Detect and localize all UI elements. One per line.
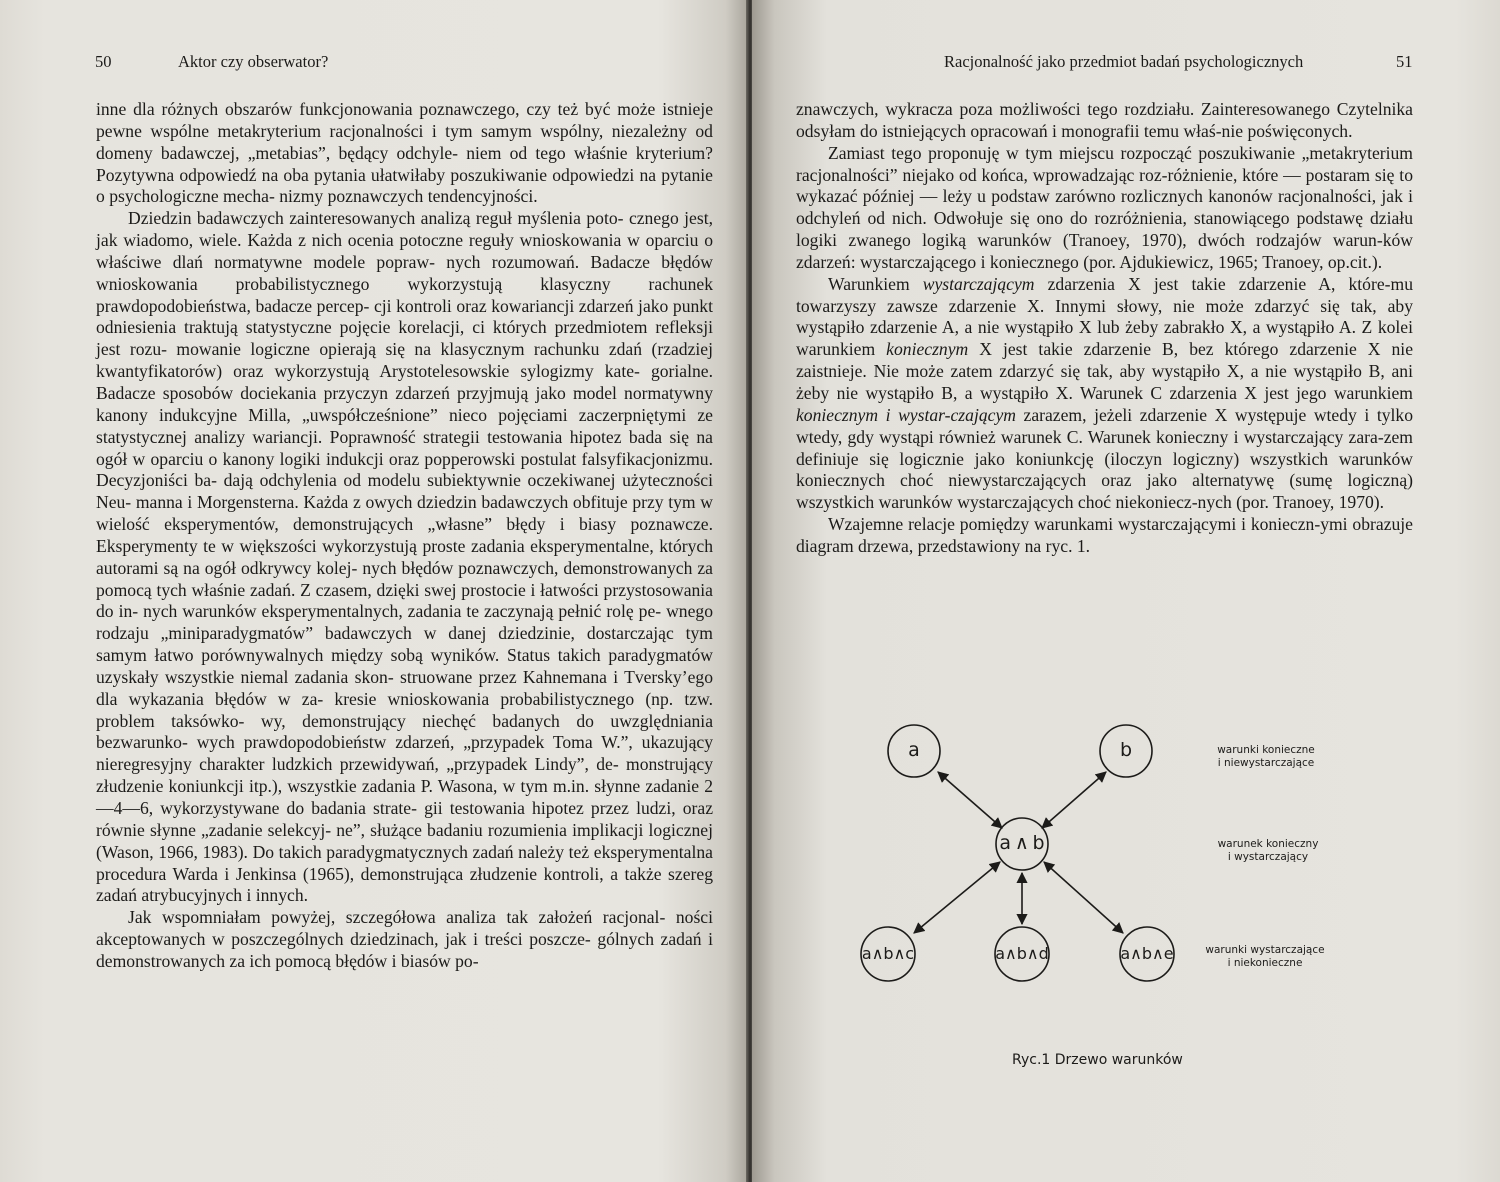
text-line: gorialne. Badacze sposobów dociekania przyczyn zdarzeń przyjmują jako [96,361,713,403]
text-line: nych warunków eksperymentalnych, zadania te zaczynają pełnić rolę pe- [143,601,662,622]
paragraph: Warunkiem wystarczającym zdarzenia X jest takie zdarzenie A, które-mu towarzyszy zawsze zdarzenie X. Innymi słowy, nie może zdarzyć się tak, aby wystąpiło zdarzenie A, a nie wystąpiło X lub żeby zabrakło X, a wystąpiło A. Z kolei warunkiem koniecznym X jest takie zdarzenie B, bez którego zdarzenie X nie zaistnieje. Nie może zatem zdarzyć się tak, aby wystąpiło X, a nie wystąpiło B, ani żeby nie wystąpiło B, a wystąpiło X. Warunek C zdarzenia X jest jego warunkiem koniecznym i wystar-czającym zarazem, jeżeli zdarzenie X występuje wtedy i tylko wtedy, gdy wystąpi również warunek C. Warunek konieczny i wystarczający zara-zem definiuje się logicznie jako koniunkcję (iloczyn logiczny) wszystkich warunków koniecznych choć niewystarczających oraz jako alternatywę (sumę logiczną) wszystkich warunków wystarczających choć niekoniecz-nych (por. Tranoey, 1970). [796,273,1414,513]
text-line: pojęciami zaczerpniętymi ze statystycznej analizy wariancji. Poprawność [96,404,713,447]
text-line: nizmy poznawczych tendencyjności. [279,186,538,207]
text-line: może istnieje pewne wspólne metakryterium racjonalności i tym samym [96,99,714,141]
text-line: wspólny, niezależny od domeny badawczej, „metabias”, będący odchyle- [96,120,713,163]
text-line: dają odchylenia od modelu subiektywnie oczekiwanej użyteczności Neu- [96,470,713,513]
text-line: inne dla różnych obszarów funkcjonowania poznawczego, czy też być [96,99,611,119]
text-line: nych rozumowań. Badacze błędów wnioskowania probabilistycznego [96,251,714,294]
text-line: manna i Morgensterna. Każda z owych dziedzin badawczych obfituje [135,492,628,513]
text-line: Dziedzin badawczych zainteresowanych analizą reguł myślenia poto- [128,208,624,229]
text-line: a także szereg zadań atrybucyjnych i innych. [96,863,713,906]
paragraph: znawczych, wykracza poza możliwości tego rozdziału. Zainteresowanego Czytelnika odsyłam do istniejących opracowań i monografii temu właś-nie poświęconych. [796,99,1413,141]
text-line: wnioskowania w oparciu o właściwe dlań normatywne modele popraw- [96,230,713,272]
text-line: ności akceptowanych w poszczególnych dziedzinach, jak i treści poszcze- [96,907,713,950]
text-line: indukcji oraz popperowski postulat falsyfikacjonizmu. Decyzjoniści ba- [96,448,713,491]
text-line: struowane przez Kahnemana i Tversky’ego dla wykazania błędów w za- [96,666,713,709]
text-line: wy, demonstrujący niechęć badanych do uwzględniania bezwarunko- [96,710,713,753]
condition-tree-figure [796,688,1436,1088]
text-line: nych błędów poznawczych, demonstrowanych za pomocą tych właśnie [96,557,713,600]
edge-ab-b [1042,772,1106,828]
paragraph: Wzajemne relacje pomiędzy warunkami wystarczającymi i konieczn-ymi obrazuje diagram drzewa, przedstawiony na ryc. 1. [796,514,1413,556]
page-number: 50 [95,52,112,71]
text-line: monstrujący złudzenie koniunkcji itp.), wszystkie zadania P. Wasona, [96,754,713,797]
text-line: dostarczając tym samym łatwo porównywalnych między sobą wyników. [96,623,713,666]
node-abe-label: a∧b∧e [1120,944,1174,963]
page-number: 51 [1396,52,1413,71]
text-line: i biasy poznawcze. Eksperymenty te w większości wykorzystują proste [96,514,713,556]
text-line: nieregresyjny charakter ludzkich przewidywań, „przypadek Lindy”, de- [96,754,619,775]
figure-caption: Ryc.1 Drzewo warunków [1012,1052,1183,1068]
node-abd-label: a∧b∧d [995,944,1049,963]
text-line: cznego jest, jak wiadomo, wiele. Każda z nich ocenia potoczne reguły [96,208,713,251]
left-page [0,0,748,1182]
body-text [96,99,713,973]
text-line: zadania eksperymentalne, których autorami są na ogół odkrywcy kolej- [96,535,714,578]
text-line: Jak wspomniałam powyżej, szczegółowa analiza tak założeń racjonal- [128,907,666,928]
text-line: strategii testowania hipotez bada się na ogół w oparciu o kanony logiki [96,426,713,469]
edge-ab-abc [914,862,1000,933]
edge-ab-a [938,772,1002,828]
text-line: statystyczne pojęcie korelacji, ci których przedmiotem refleksji jest rozu- [96,317,713,360]
node-a-label: a [908,739,920,761]
text-line: cji kontroli oraz kowariancji zdarzeń jako punkt odniesienia traktują [96,295,713,338]
node-b-label: b [1119,739,1133,761]
text-line: model normatywny kanony indukcyjne Milla, „uwspółcześnione” nieco [96,382,713,425]
text-line: 1983). Do takich paradygmatycznych zadań należy też eksperymentalna [202,841,713,862]
text-line: w tym m.in. słynne zadanie 2—4—6, wykorzystywane do badania strate- [96,776,714,818]
text-line: kwantyfikatorów) oraz wykorzystują Arystotelesowskie sylogizmy kate- [96,361,640,382]
text-line: gii testowania hipotez przez ludzi, oraz równie słynne „zadanie selekcyj- [96,798,714,840]
text-line: przy tym w wielość eksperymentów, demonstrujących „własne” błędy [96,492,713,535]
node-ab-label: a ∧ b [999,832,1045,854]
right-page [752,0,1500,1182]
edge-ab-abe [1044,862,1123,933]
paragraph [96,99,713,208]
label-necessary: warunki konieczne i niewystarczające [1217,744,1315,769]
body-text [796,99,1413,558]
paragraph: Zamiast tego proponuję w tym miejscu rozpocząć poszukiwanie „metakryterium racjonalności” niejako od końca, wprowadzając roz-różnienie, które — postaram się to wykazać później — leży u podstaw zarówno rozlicznych kanonów racjonalności, jak i odchyleń od nich. Odwołuje się ono do rozróżnienia, stanowiącego podstawę działu logiki zwanego logiką warunków (Tranoey, 1970), dwóch rodzajów warun-ków zdarzeń: wystarczającego i koniecznego (por. Ajdukiewicz, 1965; Tranoey, op.cit.). [796,142,1413,272]
text-line: ułatwiłaby poszukiwanie odpowiedzi na pytanie o psychologiczne mecha- [96,164,713,207]
text-line: zadań. Z czasem, dzięki swej prostocie i łatwości przystosowania do in- [96,579,713,622]
text-line: wych prawdopodobieństw zdarzeń, „przypadek Toma W.”, ukazujący [196,732,713,753]
text-line: gólnych zadań i demonstrowanych za ich pomocą błędów i biasów po- [96,929,713,971]
text-line: wnego rodzaju „miniparadygmatów” badawczych w danej dziedzinie, [96,601,713,644]
text-line: procedura Warda i Jenkinsa (1965), demonstrująca złudzenie kontroli, [96,863,604,884]
text-line: ne”, służące badaniu rozumienia implikacji logicznej (Wason, 1966, [96,819,713,862]
text-line: wykorzystują klasyczny rachunek prawdopodobieństwa, badacze percep- [96,273,713,316]
label-sufficient: warunki wystarczające i niekonieczne [1205,944,1325,969]
paragraph [96,208,713,907]
paragraph [96,907,713,973]
text-line: mowanie logiczne opierają się na klasycznym rachunku zdań (rzadziej [176,339,713,360]
text-line: niem od tego właśnie kryterium? Pozytywna odpowiedź na oba pytania [96,142,713,185]
running-title: Aktor czy obserwator? [178,52,329,71]
text-line: Status takich paradygmatów uzyskały wszystkie niemal zadania skon- [96,645,713,687]
text-line: kresie wnioskowania probabilistycznego (np. tzw. problem taksówko- [96,688,713,731]
running-title: Racjonalność jako przedmiot badań psychologicznych [944,52,1304,71]
label-necessary-sufficient: warunek konieczny i wystarczający [1217,838,1319,863]
node-abc-label: a∧b∧c [861,944,915,963]
